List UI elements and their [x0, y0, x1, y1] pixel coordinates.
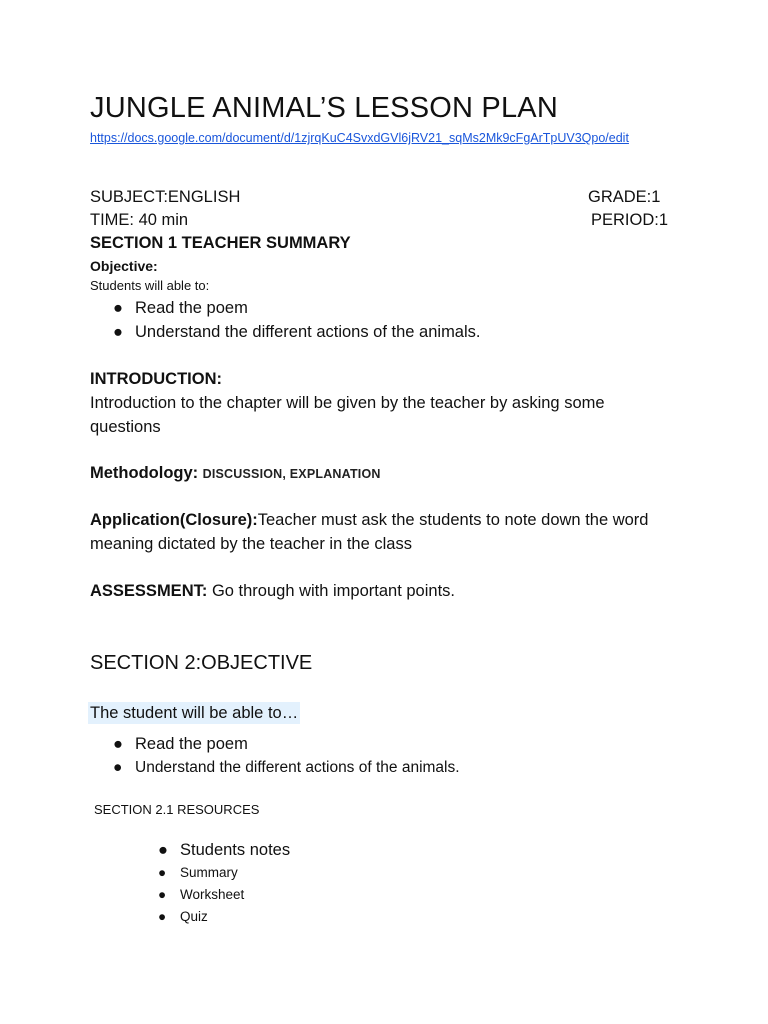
section2-intro: The student will be able to… — [90, 704, 299, 722]
grade-label: GRADE:1 — [588, 188, 661, 206]
resources-list — [158, 838, 290, 928]
time-label: TIME: 40 min — [90, 211, 189, 229]
section1-heading: SECTION 1 TEACHER SUMMARY — [90, 234, 351, 252]
document-title: JUNGLE ANIMAL’S LESSON PLAN — [90, 92, 558, 124]
assessment-value: Go through with important points. — [211, 582, 455, 600]
list-item: ● Understand the different actions of the animals. — [113, 320, 481, 344]
section2-intro-row — [88, 701, 300, 725]
bullet-icon: ● — [158, 909, 167, 924]
section2-heading: SECTION 2:OBJECTIVE — [90, 652, 313, 674]
list-item: ● Read the poem — [113, 296, 481, 320]
list-item: ● Read the poem — [113, 732, 460, 756]
list-item: ● Summary — [158, 862, 290, 884]
introduction-label: INTRODUCTION: — [90, 370, 222, 388]
document-link[interactable]: https://docs.google.com/document/d/1zjrqKuC4SvxdGVl6jRV21_sqMs2Mk9cFgArTpUV3Qpo/edit — [90, 131, 629, 145]
bullet-icon: ● — [113, 735, 123, 753]
introduction-line-2: questions — [90, 418, 161, 436]
section2-objective-list — [113, 732, 460, 779]
assessment-row — [90, 579, 455, 603]
subject-label: SUBJECT:ENGLISH — [90, 188, 241, 206]
assessment-label: ASSESSMENT: — [90, 582, 208, 600]
bullet-icon: ● — [113, 323, 123, 341]
bullet-icon: ● — [113, 759, 123, 776]
objective-label: Objective: — [90, 258, 158, 274]
list-item: ● Understand the different actions of the animals. — [113, 756, 460, 779]
period-label: PERIOD:1 — [591, 211, 669, 229]
bullet-icon: ● — [158, 865, 167, 880]
bullet-icon: ● — [113, 299, 123, 317]
bullet-icon: ● — [158, 887, 167, 902]
application-text: Teacher must ask the students to note down the word — [257, 511, 649, 529]
introduction-line-1: Introduction to the chapter will be given by the teacher by asking some — [90, 394, 605, 412]
application-line-2: meaning dictated by the teacher in the class — [90, 535, 412, 553]
application-line-1 — [90, 508, 648, 532]
list-item: ● Students notes — [158, 838, 290, 862]
objective-intro: Students will able to: — [90, 278, 210, 293]
objective-list — [113, 296, 481, 344]
application-label: Application(Closure): — [90, 511, 258, 529]
list-item: ● Quiz — [158, 906, 290, 928]
methodology-row — [90, 464, 381, 483]
list-item: ● Worksheet — [158, 884, 290, 906]
methodology-value: DISCUSSION, EXPLANATION — [202, 467, 381, 481]
methodology-label: Methodology: — [90, 464, 199, 482]
section21-heading: SECTION 2.1 RESOURCES — [94, 802, 260, 817]
bullet-icon: ● — [158, 841, 168, 859]
